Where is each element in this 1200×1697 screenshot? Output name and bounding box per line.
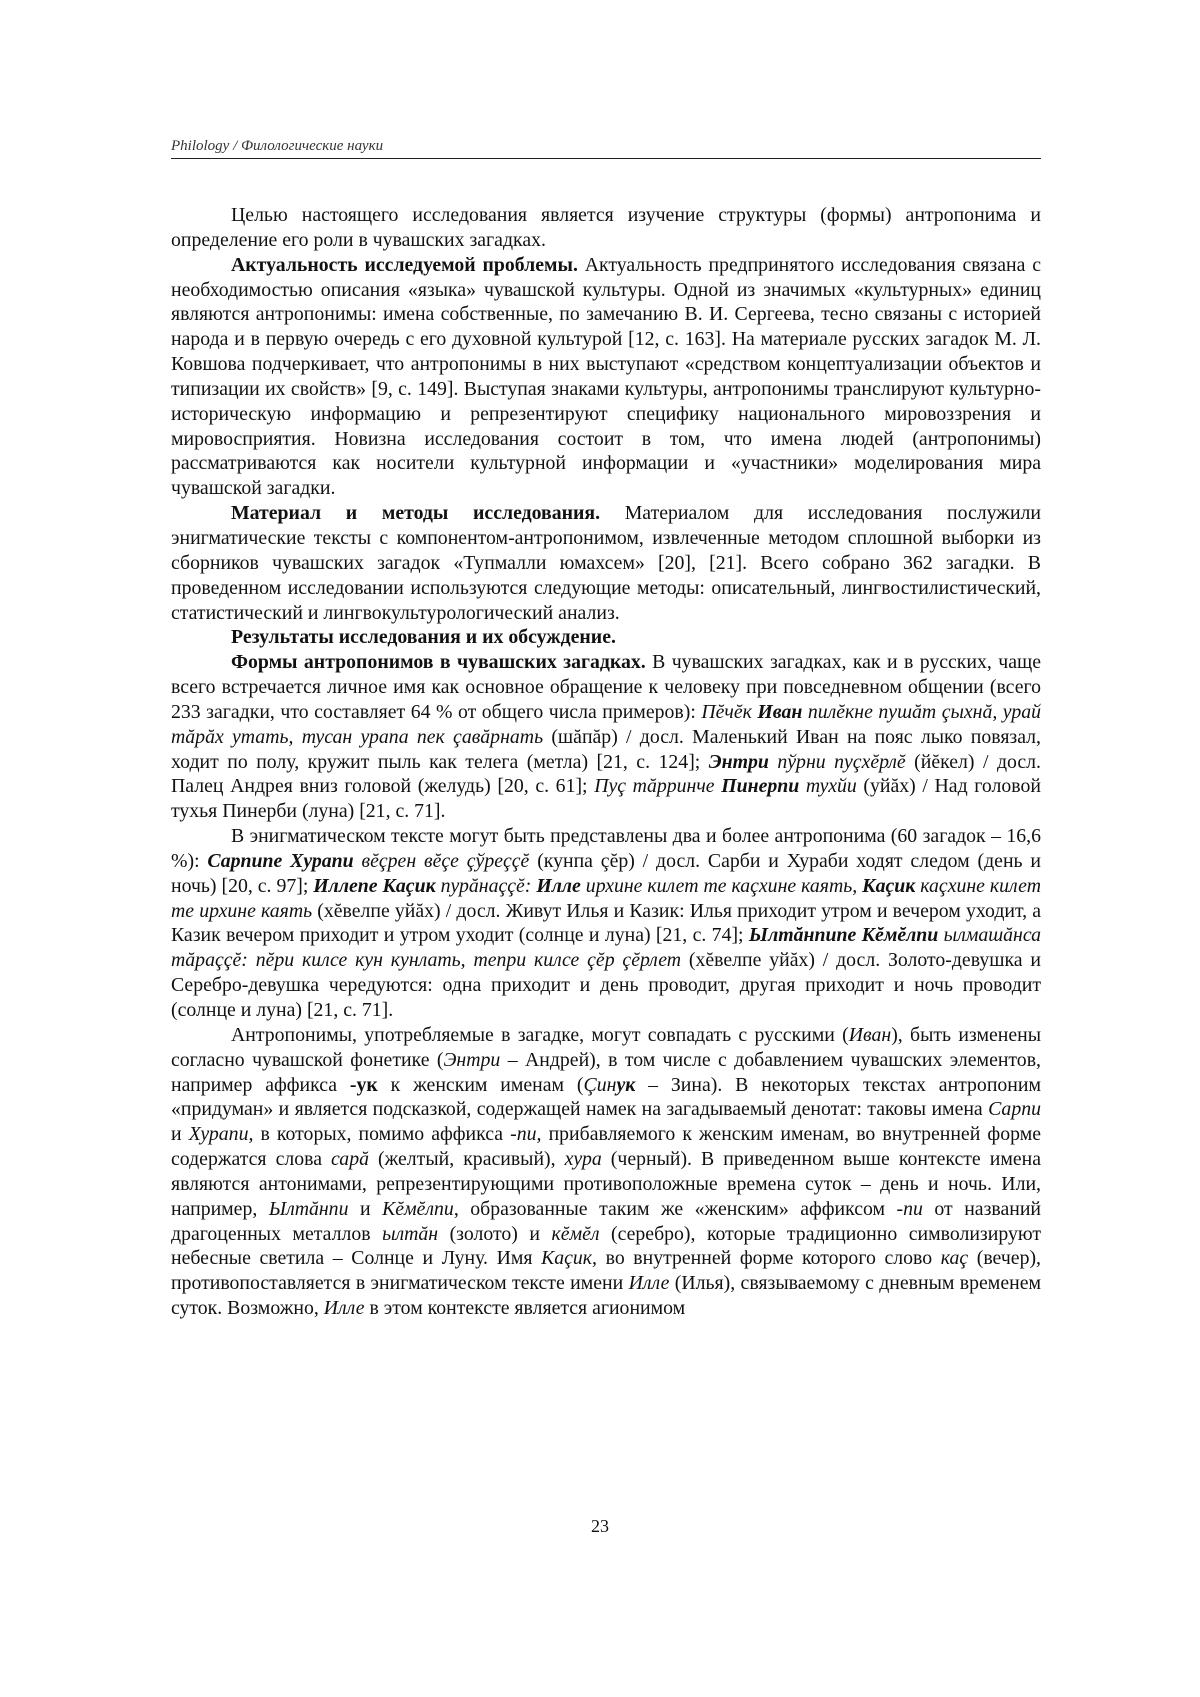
italic-phrase: Кĕмĕлпи (382, 1197, 454, 1220)
italic-phrase: пўрни пуçхĕрлĕ (768, 750, 906, 773)
text-run: Целью настоящего исследования является изучение структуры (формы) антропонима и определение его роли в чувашских загадках. (171, 204, 1041, 251)
italic-phrase: Иван (848, 1023, 892, 1046)
section-heading-results (171, 625, 1041, 650)
anthroponym: Иван (757, 700, 803, 723)
text-run: (золото) и (438, 1222, 552, 1245)
text-run: – Зина). В некоторых текстах антропоним «придуман» и является подсказкой, содержащей намек на загадываемый денотат: таковы имена (171, 1073, 1041, 1121)
italic-phrase: Хурапи, (188, 1123, 254, 1146)
text-run: (хĕвелпе уйăх) / досл. Золото-девушка и Серебро-девушка чередуются: одна приходит и день проводит, другая приходит и ночь проводит (солнце и луна) [21, с. 71]. (171, 949, 1042, 1021)
bold-term: Формы антропонимов в чувашских загадках. (231, 651, 646, 674)
text-run: В энигматическом тексте могут быть представлены два и более антропонима (60 загадок – 16,6 %): (171, 825, 1041, 872)
text-run: (кунпа çĕр) / досл. Сарби и Хураби ходят следом (день и ночь) [20, с. 97]; (171, 849, 1041, 897)
text-run: , образованные таким же «женским» аффиксом (453, 1197, 897, 1220)
italic-phrase: Сарпи (988, 1098, 1041, 1121)
text-run: ), быть изменены согласно чувашской фонетике ( (171, 1023, 1041, 1071)
text-run: и (348, 1197, 383, 1220)
text-run: (хĕвелпе уйăх) / досл. Живут Илья и Казик: Илья приходит утром и вечером уходит, а Казик вечером приходит и утром уходит (солнце и луна) [21, с. 74]; (171, 899, 1041, 947)
text-run: (Илья), связываемому с дневным временем суток. Возможно, (171, 1272, 1041, 1320)
italic-phrase: Пĕчĕк (701, 700, 758, 723)
anthroponym: ук (616, 1073, 636, 1096)
italic-phrase: пилĕкне пушăт çыхнă, урай тăрăх утать, тусан урапа пек çавăрнать (171, 700, 1041, 748)
anthroponym: Каçик (862, 874, 916, 897)
text-run: (вечер), противопоставляется в энигматическом тексте имени (171, 1247, 1041, 1295)
text-run: Материалом для исследования послужили энигматические тексты с компонентом-антропонимом, извлеченные методом сплошной выборки из сборников чувашских загадок «Тупмалли юмахсем» [20], [21]. Всего собрано 362 загадки. В проведенном исследовании используются следующие методы: описательный, лингвостилистический, статистический и лингвокультурологический анализ. (171, 502, 1041, 624)
anthroponym: Сарпипе Хурапи (207, 849, 354, 872)
italic-phrase: Илле (628, 1272, 670, 1295)
article-body (171, 203, 1041, 1321)
text-run: к женским именам ( (377, 1073, 584, 1096)
italic-phrase: кĕмĕл (551, 1222, 600, 1245)
text-run: (желтый, красивый), (368, 1148, 565, 1171)
paragraph-relevance (171, 253, 1041, 501)
bold-term: Актуальность исследуемой проблемы. (231, 253, 578, 276)
text-run: в которых, помимо аффикса (253, 1123, 511, 1146)
italic-phrase: Ылтăнпи (268, 1197, 349, 1220)
text-run: (уйăх) / Над головой тухья Пинерби (луна) [21, с. 71]. (171, 775, 1041, 823)
italic-phrase: -пи (896, 1197, 923, 1220)
running-head: Philology / Филологические науки (171, 138, 1041, 159)
text-run: Актуальность предпринятого исследования связана с необходимостью описания «языка» чувашской культуры. Одной из значимых «культурных» единиц являются антропонимы: имена собственные, по замечанию В. И. Сергеева, тесно связаны с историей народа и в первую очередь с его духовной культурой [12, с. 163]. На материале русских загадок М. Л. Ковшова подчеркивает, что антропонимы в них выступают «средством концептуализации объектов и типизации их свойств» [9, с. 149]. Выступая знаками культуры, антропонимы транслируют культурно-историческую информацию и репрезентируют специфику национального мировоззрения и мировосприятия. Новизна исследования состоит в том, что имена людей (антропонимы) рассматриваются как носители культурной информации и «участники» моделирования мира чувашской загадки. (171, 253, 1041, 500)
text-run: (черный). В приведенном выше контексте имена являются антонимами, репрезентирующими противоположные времена суток – день и ночь. Или, например, (171, 1148, 1041, 1220)
paragraph-materials-methods (171, 501, 1041, 625)
text-run: и (171, 1123, 189, 1146)
text-run: во внутренней форме которого слово (597, 1247, 941, 1270)
italic-phrase: -пи, (510, 1123, 542, 1146)
italic-phrase: Энтри (443, 1048, 501, 1071)
italic-phrase: Илле (323, 1297, 365, 1320)
text-run: (йĕкел) / досл. Палец Андрея вниз головой (желудь) [20, с. 61]; (171, 750, 1042, 798)
italic-phrase: хура (564, 1148, 602, 1171)
text-run: – Андрей), в том числе с добавлением чувашских элементов, например аффикса (171, 1048, 1041, 1096)
text-run: Антропонимы, употребляемые в загадке, могут совпадать с русскими ( (231, 1023, 849, 1046)
text-run: от названий драгоценных металлов (171, 1197, 1042, 1245)
paragraph-anthroponym-adaptation (171, 1023, 1041, 1321)
bold-term: Материал и методы исследования. (231, 502, 601, 525)
anthroponym: Иллепе Каçик (313, 874, 436, 897)
italic-phrase: Каçик, (541, 1247, 597, 1270)
bold-term: -ук (349, 1073, 378, 1096)
text-run: (шăпăр) / досл. Маленький Иван на пояс лыко повязал, ходит по полу, кружит пыль как телега (метла) [21, с. 124]; (171, 725, 1041, 773)
page-number: 23 (591, 1516, 609, 1536)
anthroponym: Илле (536, 874, 581, 897)
anthroponym: Ылтăнпипе Кĕмĕлпи (748, 924, 939, 947)
italic-phrase: тухйи (799, 775, 857, 798)
italic-phrase: сарă (331, 1148, 369, 1171)
paragraph-multiple-anthroponyms (171, 824, 1041, 1023)
italic-phrase: вĕçрен вĕçе çўреççĕ (353, 849, 530, 872)
text-run: в этом контексте является агионимом (364, 1297, 686, 1320)
italic-phrase: пурăнаççĕ: (435, 874, 537, 897)
italic-phrase: Пуç тăрринче (594, 775, 722, 798)
paragraph-anthroponym-forms (171, 650, 1041, 824)
anthroponym: Энтри (708, 750, 769, 773)
anthroponym: Пинерпи (721, 775, 800, 798)
text-run: В чувашских загадках, как и в русских, чаще всего встречается личное имя как основное обращение к человеку при повседневном общении (всего 233 загадки, что составляет 64 % от общего числа примеров): (171, 651, 1041, 723)
italic-phrase: ылтăн (382, 1222, 439, 1245)
italic-phrase: ирхине килет те каçхине каять, (580, 874, 863, 897)
text-run: прибавляемого к женским именам, во внутренней форме содержатся слова (171, 1123, 1041, 1171)
text-run: (серебро), которые традиционно символизируют небесные светила – Солнце и Луну. Имя (171, 1222, 1042, 1270)
italic-phrase: каç (940, 1247, 969, 1270)
paragraph-aim (171, 203, 1041, 253)
italic-phrase: ылмашăнса тăраççĕ: пĕри килсе кун кунлать, тепри килсе çĕр çĕрлет (171, 924, 1041, 972)
italic-phrase: Çин (583, 1073, 617, 1096)
bold-term: Результаты исследования и их обсуждение. (231, 626, 616, 649)
italic-phrase: каçхине килет те ирхине каять (171, 874, 1041, 922)
